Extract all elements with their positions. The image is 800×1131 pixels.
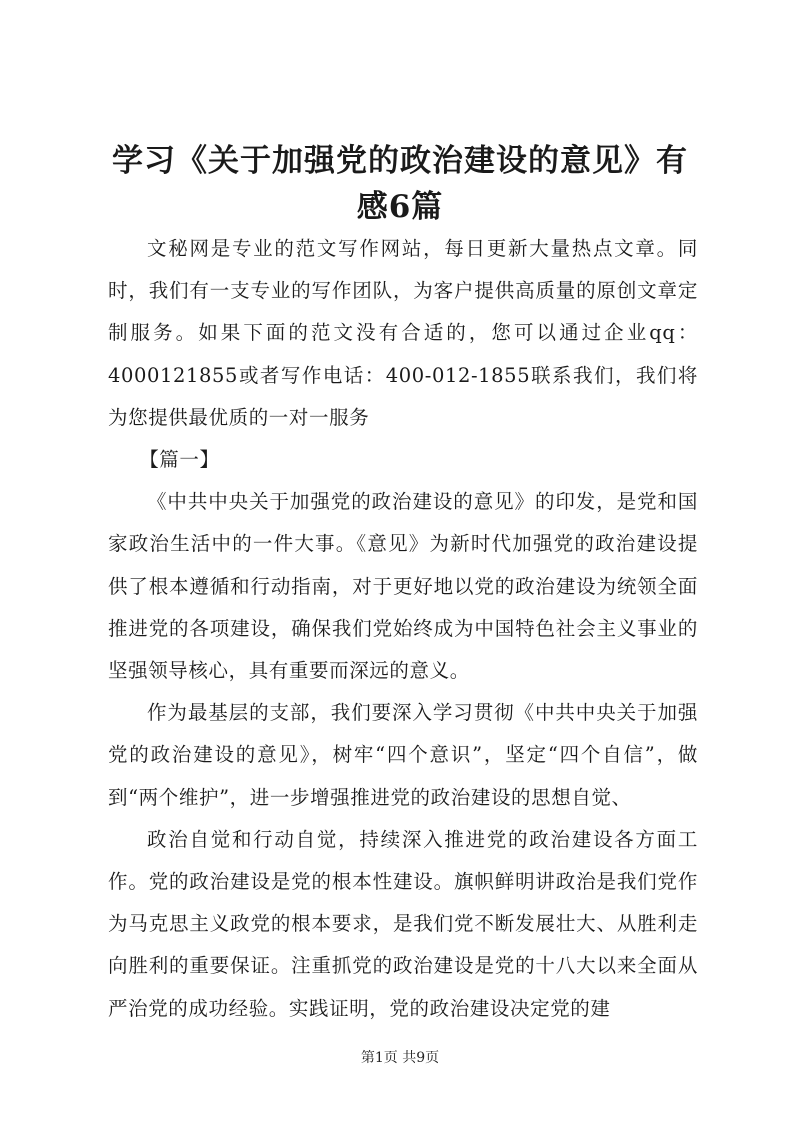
intro-paragraph: 文秘网是专业的范文写作网站，每日更新大量热点文章。同时，我们有一支专业的写作团队，为客户提供高质量的原创文章定制服务。如果下面的范文没有合适的，您可以通过企业qq：4000121855或者写作电话：400-012-1855联系我们，我们将为您提供最优质的一对一服务 <box>108 237 698 429</box>
body-paragraph: 作为最基层的支部，我们要深入学习贯彻《中共中央关于加强党的政治建设的意见》，树牢“四个意识”，坚定“四个自信”，做到“两个维护”，进一步增强推进党的政治建设的思想自觉、 <box>108 701 698 809</box>
body-paragraph: 政治自觉和行动自觉，持续深入推进党的政治建设各方面工作。党的政治建设是党的根本性建设。旗帜鲜明讲政治是我们党作为马克思主义政党的根本要求，是我们党不断发展壮大、从胜利走向胜利的重要保证。注重抓党的政治建设是党的十八大以来全面从严治党的成功经验。实践证明，党的政治建设决定党的建 <box>108 827 698 1020</box>
section-heading: 【篇一】 <box>139 448 220 472</box>
body-paragraph: 《中共中央关于加强党的政治建设的意见》的印发，是党和国家政治生活中的一件大事。《意见》为新时代加强党的政治建设提供了根本遵循和行动指南，对于更好地以党的政治建设为统领全面推进党的各项建设，确保我们党始终成为中国特色社会主义事业的坚强领导核心，具有重要而深远的意义。 <box>108 490 698 683</box>
document-title: 学习《关于加强党的政治建设的意见》有感6篇 <box>112 143 688 225</box>
page-number-footer: 第1页 共9页 <box>360 1050 440 1066</box>
document-body <box>108 228 698 1030</box>
